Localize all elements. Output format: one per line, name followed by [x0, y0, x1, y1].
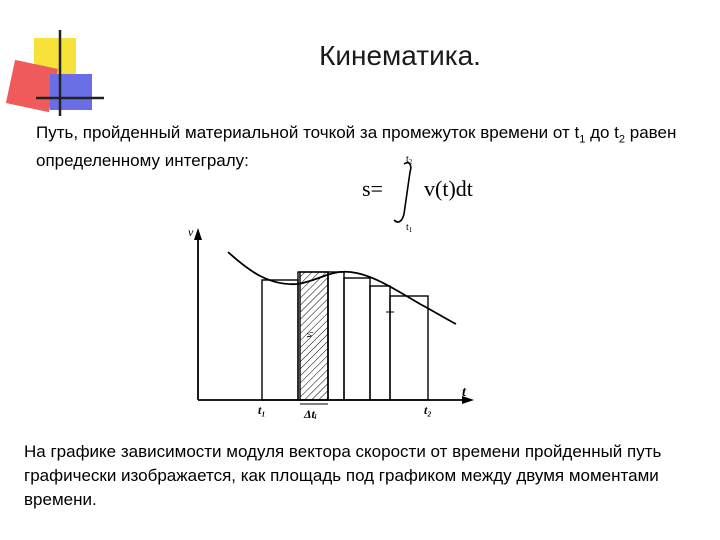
formula-upper-limit: $t_2$	[406, 154, 413, 166]
logo-blue-square	[50, 74, 92, 110]
t1-subscript: 1	[579, 133, 586, 146]
decorative-logo	[0, 0, 110, 120]
t2-label: t₂	[424, 403, 432, 417]
y-axis-arrow	[194, 228, 202, 240]
bar-1	[262, 280, 298, 400]
x-axis-label: t	[462, 385, 466, 400]
formula-lhs: s=	[362, 176, 383, 201]
bar-5	[370, 286, 390, 400]
formula-lower-limit: $t_1$	[406, 222, 413, 232]
y-axis-label: v	[188, 225, 194, 239]
explanation-paragraph: На графике зависимости модуля вектора скорости от времени пройденный путь графически изображается, как площадь под графиком между двумя моментами времени.	[24, 442, 662, 509]
intro-text-start: Путь, пройденный материальной точкой за промежуток времени от t	[36, 123, 580, 142]
velocity-time-graph	[180, 220, 480, 430]
intro-text-mid: до t	[585, 123, 619, 142]
t2-subscript: 2	[618, 133, 626, 146]
slide-title: Кинематика.	[319, 40, 481, 71]
formula-integrand: v(t)dt	[424, 176, 473, 201]
bar-6	[390, 296, 428, 400]
vi-label: vᵢ	[303, 331, 315, 338]
integral-sign	[394, 163, 411, 222]
bar-3	[328, 272, 344, 400]
t1-label: t₁	[258, 403, 266, 417]
intro-text-end: равен определенному интегралу:	[36, 123, 677, 171]
bar-4	[344, 278, 370, 400]
delta-t-label: Δtᵢ	[304, 407, 317, 421]
